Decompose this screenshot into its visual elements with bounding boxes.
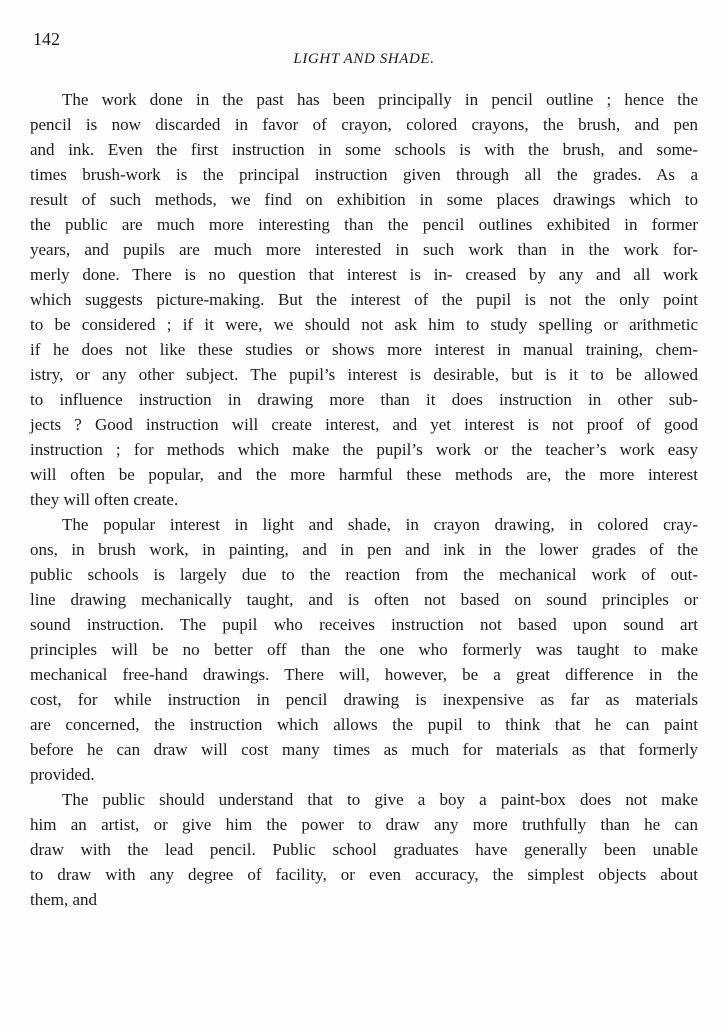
text-line: to influence instruction in drawing more than it does instruction in other sub- [30, 390, 698, 409]
text-line: will often be popular, and the more harmful these methods are, the more interest [30, 465, 698, 484]
paragraph-1 [30, 87, 698, 512]
text-line: if he does not like these studies or shows more interest in manual training, chem- [30, 340, 698, 359]
text-line: public schools is largely due to the reaction from the mechanical work of out- [30, 565, 698, 584]
text-line: The popular interest in light and shade, in crayon drawing, in colored cray- [62, 515, 698, 534]
text-line: them, and [30, 890, 98, 909]
text-line: to be considered ; if it were, we should not ask him to study spelling or arithmetic [30, 315, 698, 334]
text-line: result of such methods, we find on exhibition in some places drawings which to [30, 190, 698, 209]
text-line: which suggests picture-making. But the interest of the pupil is not the only point [30, 290, 698, 309]
text-line: The work done in the past has been principally in pencil outline ; hence the [62, 90, 698, 109]
running-head: LIGHT AND SHADE. [293, 51, 435, 67]
text-line: jects ? Good instruction will create interest, and yet interest is not proof of good [30, 415, 698, 434]
text-line: mechanical free-hand drawings. There will, however, be a great difference in the [30, 665, 698, 684]
text-line: The public should understand that to give a boy a paint-box does not make [62, 790, 698, 809]
text-line: times brush-work is the principal instruction given through all the grades. As a [30, 165, 698, 184]
page-number: 142 [33, 29, 60, 49]
text-line: to draw with any degree of facility, or even accuracy, the simplest objects about [30, 865, 698, 884]
text-line: cost, for while instruction in pencil drawing is inexpensive as far as materials [30, 690, 698, 709]
text-line: and ink. Even the first instruction in some schools is with the brush, and some- [30, 140, 698, 159]
text-line: pencil is now discarded in favor of crayon, colored crayons, the brush, and pen [30, 115, 698, 134]
text-line: istry, or any other subject. The pupil’s interest is desirable, but is it to be allowed [30, 365, 698, 384]
text-line: him an artist, or give him the power to draw any more truthfully than he can [30, 815, 698, 834]
text-line: draw with the lead pencil. Public school graduates have generally been unable [30, 840, 698, 859]
page-body [30, 87, 698, 912]
paragraph-3 [30, 787, 698, 912]
text-line: provided. [30, 765, 95, 784]
text-line: line drawing mechanically taught, and is often not based on sound principles or [30, 590, 698, 609]
text-line: years, and pupils are much more interested in such work than in the work for- [30, 240, 698, 259]
text-line: ons, in brush work, in painting, and in pen and ink in the lower grades of the [30, 540, 698, 559]
text-line: instruction ; for methods which make the pupil’s work or the teacher’s work easy [30, 440, 698, 459]
text-line: are concerned, the instruction which allows the pupil to think that he can paint [30, 715, 698, 734]
text-line: the public are much more interesting than the pencil outlines exhibited in former [30, 215, 698, 234]
text-line: merly done. There is no question that interest is in- creased by any and all work [30, 265, 698, 284]
text-line: they will often create. [30, 490, 179, 509]
text-line: principles will be no better off than the one who formerly was taught to make [30, 640, 698, 659]
text-line: before he can draw will cost many times as much for materials as that formerly [30, 740, 698, 759]
paragraph-2 [30, 512, 698, 787]
text-line: sound instruction. The pupil who receives instruction not based upon sound art [30, 615, 698, 634]
